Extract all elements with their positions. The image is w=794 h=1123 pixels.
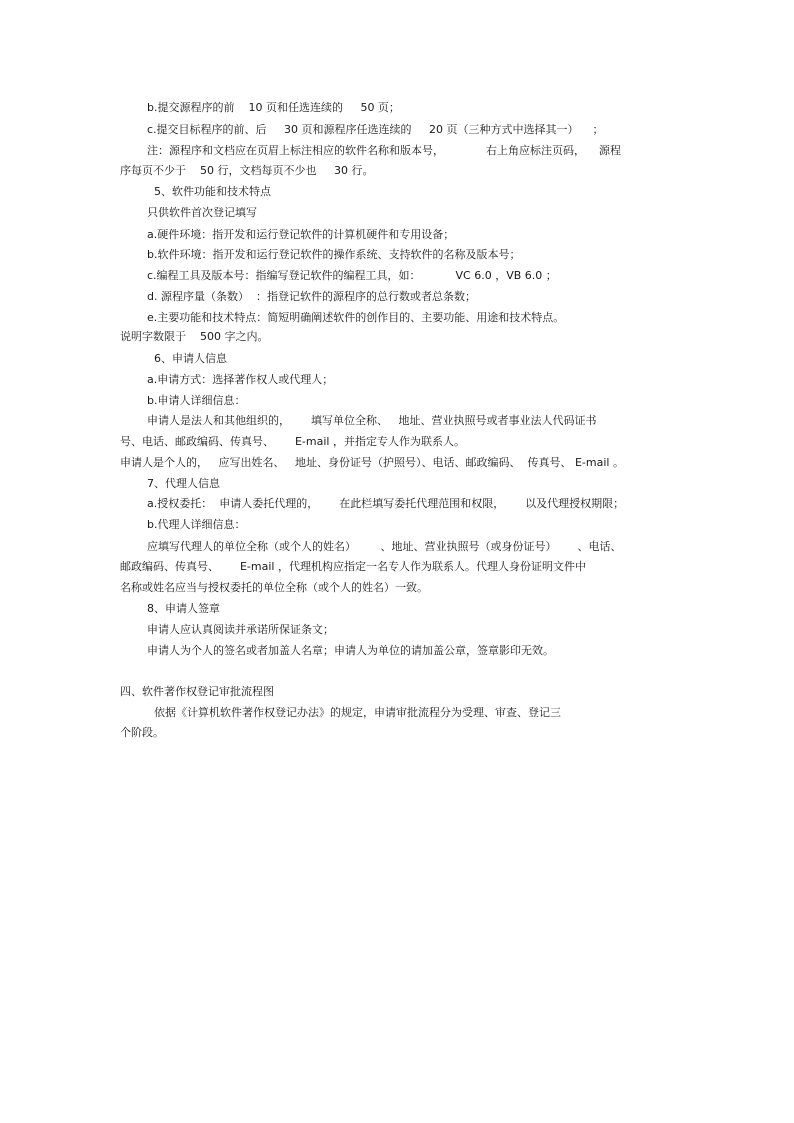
- text-line: 申请人是个人的， 应写出姓名、 地址、身份证号（护照号）、电话、邮政编码、 传真号、 E-mail 。: [120, 456, 624, 469]
- text-line: 申请人为个人的签名或者加盖人名章；申请人为单位的请加盖公章，签章影印无效。: [147, 644, 554, 657]
- section-heading-6: 6、申请人信息: [154, 352, 227, 365]
- text-line: 注：源程序和文档应在页眉上标注相应的软件名称和版本号， 右上角应标注页码， 源程: [147, 144, 621, 157]
- text-line: 应填写代理人的单位全称（或个人的姓名） 、地址、营业执照号（或身份证号） 、电话、: [147, 540, 622, 553]
- text-line: c.编程工具及版本号：指编写登记软件的编程工具，如： VC 6.0 ，VB 6.0 ；: [147, 269, 557, 282]
- text-line: d. 源程序量（条数） ：指登记软件的源程序的总行数或者总条数；: [147, 290, 476, 303]
- section-heading-5: 5、软件功能和技术特点: [154, 185, 271, 198]
- text-line: a.授权委托： 申请人委托代理的， 在此栏填写委托代理范围和权限， 以及代理授权期限；: [147, 497, 625, 510]
- section-heading-8: 8、申请人签章: [147, 602, 220, 615]
- text-line: 说明字数限于 500 字之内。: [120, 330, 269, 343]
- text-line: 个阶段。: [120, 726, 164, 739]
- text-line: b.代理人详细信息：: [147, 518, 246, 531]
- text-line: 只供软件首次登记填写: [147, 206, 257, 219]
- text-line: 邮政编码、传真号、 E-mail ，代理机构应指定一名专人作为联系人。代理人身份证明文件中: [120, 560, 586, 573]
- text-line: b.申请人详细信息：: [147, 394, 246, 407]
- text-line: 依据《计算机软件著作权登记办法》的规定，申请审批流程分为受理、审查、登记三: [154, 706, 561, 719]
- section-heading-7: 7、代理人信息: [147, 477, 220, 490]
- text-line: 号、电话、邮政编码、传真号、 E-mail ，并指定专人作为联系人。: [120, 435, 465, 448]
- text-line: 序每页不少于 50 行，文档每页不少也 30 行。: [120, 164, 374, 177]
- text-line: b.提交源程序的前 10 页和任选连续的 50 页；: [147, 101, 400, 114]
- text-line: a.硬件环境：指开发和运行登记软件的计算机硬件和专用设备；: [147, 228, 455, 241]
- chapter-heading-4: 四、软件著作权登记审批流程图: [120, 685, 274, 698]
- text-line: 申请人应认真阅读并承诺所保证条文；: [147, 623, 334, 636]
- text-line: c.提交目标程序的前、后 30 页和源程序任选连续的 20 页（三种方式中选择其一） ；: [147, 123, 604, 136]
- text-line: b.软件环境：指开发和运行登记软件的操作系统、支持软件的名称及版本号；: [147, 248, 521, 261]
- text-line: 名称或姓名应当与授权委托的单位全称（或个人的姓名）一致。: [120, 581, 428, 594]
- text-line: 申请人是法人和其他组织的， 填写单位全称、 地址、营业执照号或者事业法人代码证书: [147, 414, 597, 427]
- text-line: a.申请方式：选择著作权人或代理人；: [147, 373, 334, 386]
- text-line: e.主要功能和技术特点：简短明确阐述软件的创作目的、主要功能、用途和技术特点。: [147, 311, 565, 324]
